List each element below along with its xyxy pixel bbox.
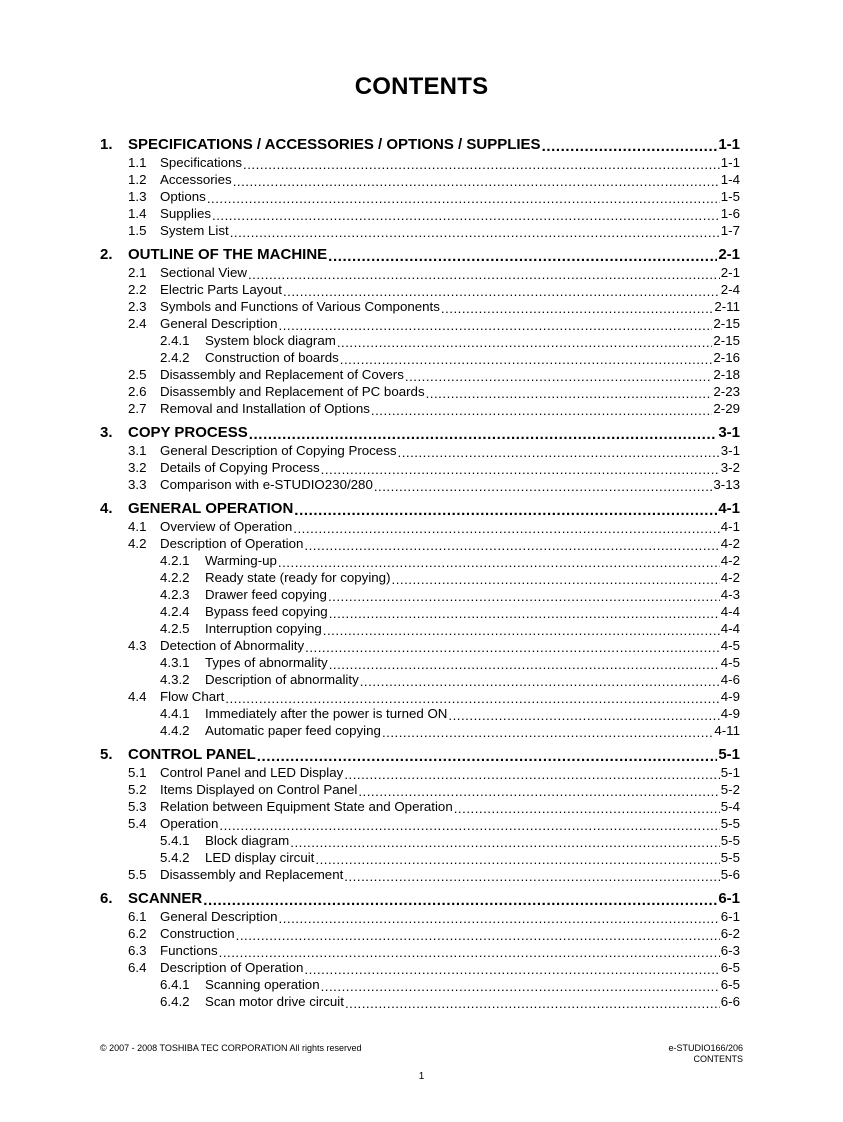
toc-page-number: 4-4	[720, 604, 740, 619]
toc-section-entry[interactable]	[100, 441, 740, 458]
toc-title: Interruption copying	[205, 621, 322, 636]
toc-number: 3.	[100, 424, 113, 441]
toc-leader-dots	[279, 911, 720, 924]
toc-section-entry[interactable]	[100, 475, 740, 492]
toc-page-number: 6-1	[720, 909, 740, 924]
toc-page-number: 4-3	[720, 587, 740, 602]
toc-section-entry[interactable]	[100, 517, 740, 534]
toc-section-entry[interactable]	[100, 636, 740, 653]
toc-number: 1.	[100, 136, 113, 153]
toc-leader-dots	[233, 174, 720, 187]
toc-title: SCANNER	[128, 890, 203, 907]
toc-section-entry[interactable]	[100, 780, 740, 797]
toc-title: Relation between Equipment State and Operation	[160, 799, 453, 814]
toc-section-entry[interactable]	[100, 170, 740, 187]
toc-section-entry[interactable]	[100, 534, 740, 551]
toc-leader-dots	[323, 623, 720, 636]
toc-number: 5.3	[128, 799, 147, 814]
toc-page-number: 2-16	[713, 350, 740, 365]
toc-number: 4.2.4	[160, 604, 190, 619]
toc-number: 4.2.3	[160, 587, 190, 602]
toc-leader-dots	[382, 725, 713, 738]
toc-title: Warming-up	[205, 553, 277, 568]
toc-page-number: 4-5	[720, 655, 740, 670]
toc-number: 2.6	[128, 384, 147, 399]
toc-section-entry[interactable]	[100, 797, 740, 814]
toc-page-number: 2-18	[713, 367, 740, 382]
toc-page-number: 2-1	[718, 246, 740, 263]
toc-leader-dots	[328, 248, 717, 263]
toc-leader-dots	[248, 267, 720, 280]
toc-title: Options	[160, 189, 206, 204]
toc-leader-dots	[257, 748, 718, 763]
toc-leader-dots	[278, 555, 720, 568]
toc-page-number: 6-1	[718, 890, 740, 907]
toc-section-entry[interactable]	[100, 958, 740, 975]
toc-page-number: 1-1	[718, 136, 740, 153]
toc-leader-dots	[283, 284, 720, 297]
toc-page-number: 5-5	[720, 850, 740, 865]
toc-number: 3.3	[128, 477, 147, 492]
page-number: 1	[418, 1071, 425, 1082]
toc-number: 1.3	[128, 189, 147, 204]
toc-section-entry[interactable]	[100, 814, 740, 831]
toc-leader-dots	[219, 818, 719, 831]
toc-subsection-entry[interactable]	[100, 568, 740, 585]
toc-leader-dots	[321, 979, 720, 992]
toc-leader-dots	[360, 674, 720, 687]
toc-title: Types of abnormality	[205, 655, 328, 670]
toc-title: Electric Parts Layout	[160, 282, 282, 297]
toc-page-number: 2-15	[713, 333, 740, 348]
toc-page-number: 1-7	[720, 223, 740, 238]
footer-doc-info	[668, 1043, 743, 1065]
toc-subsection-entry[interactable]	[100, 992, 740, 1009]
toc-subsection-entry[interactable]	[100, 704, 740, 721]
toc-leader-dots	[290, 835, 720, 848]
toc-number: 2.1	[128, 265, 147, 280]
toc-page-number: 6-5	[720, 960, 740, 975]
toc-leader-dots	[329, 657, 720, 670]
toc-number: 4.1	[128, 519, 147, 534]
toc-title: Description of Operation	[160, 536, 304, 551]
toc-title: Removal and Installation of Options	[160, 401, 370, 416]
toc-section-entry[interactable]	[100, 153, 740, 170]
toc-number: 6.2	[128, 926, 147, 941]
toc-section-entry[interactable]	[100, 314, 740, 331]
toc-title: General Description of Copying Process	[160, 443, 397, 458]
toc-leader-dots	[345, 996, 720, 1009]
toc-number: 5.	[100, 746, 113, 763]
toc-chapter-entry[interactable]	[100, 244, 740, 263]
toc-page-number: 5-4	[720, 799, 740, 814]
toc-chapter-entry[interactable]	[100, 498, 740, 517]
toc-title: Sectional View	[160, 265, 247, 280]
toc-subsection-entry[interactable]	[100, 653, 740, 670]
toc-chapter	[100, 244, 740, 416]
toc-title: GENERAL OPERATION	[128, 500, 294, 517]
toc-title: COPY PROCESS	[128, 424, 248, 441]
toc-leader-dots	[340, 352, 713, 365]
toc-subsection-entry[interactable]	[100, 331, 740, 348]
toc-number: 3.2	[128, 460, 147, 475]
toc-leader-dots	[243, 157, 720, 170]
toc-number: 2.3	[128, 299, 147, 314]
toc-number: 5.4.2	[160, 850, 190, 865]
toc-leader-dots	[315, 852, 719, 865]
toc-number: 5.4	[128, 816, 147, 831]
toc-chapter	[100, 498, 740, 738]
toc-page-number: 4-2	[720, 553, 740, 568]
toc-title: Ready state (ready for copying)	[205, 570, 391, 585]
toc-number: 4.3.1	[160, 655, 190, 670]
toc-title: LED display circuit	[205, 850, 315, 865]
toc-section-entry[interactable]	[100, 399, 740, 416]
toc-title: Symbols and Functions of Various Components	[160, 299, 440, 314]
toc-number: 4.2.2	[160, 570, 190, 585]
toc-number: 4.3	[128, 638, 147, 653]
toc-page-number: 5-2	[720, 782, 740, 797]
toc-section-entry[interactable]	[100, 365, 740, 382]
toc-leader-dots	[304, 962, 719, 975]
toc-leader-dots	[212, 208, 720, 221]
toc-title: Supplies	[160, 206, 212, 221]
toc-leader-dots	[329, 606, 720, 619]
toc-section-entry[interactable]	[100, 280, 740, 297]
toc-subsection-entry[interactable]	[100, 348, 740, 365]
toc-number: 2.	[100, 246, 113, 263]
toc-title: General Description	[160, 316, 278, 331]
footer-model: e-STUDIO166/206	[668, 1043, 743, 1053]
table-of-contents	[100, 134, 740, 1015]
toc-leader-dots	[371, 403, 712, 416]
toc-title: Scanning operation	[205, 977, 320, 992]
toc-page-number: 5-1	[718, 746, 740, 763]
toc-number: 2.4.2	[160, 350, 190, 365]
toc-leader-dots	[294, 502, 717, 517]
toc-section-entry[interactable]	[100, 941, 740, 958]
toc-leader-dots	[304, 538, 719, 551]
toc-chapter-entry[interactable]	[100, 134, 740, 153]
toc-page-number: 3-13	[713, 477, 740, 492]
toc-page-number: 5-6	[720, 867, 740, 882]
toc-number: 6.	[100, 890, 113, 907]
toc-page-number: 4-2	[720, 536, 740, 551]
toc-number: 6.4.2	[160, 994, 190, 1009]
toc-section-entry[interactable]	[100, 763, 740, 780]
toc-page-number: 6-3	[720, 943, 740, 958]
toc-chapter	[100, 134, 740, 238]
toc-section-entry[interactable]	[100, 204, 740, 221]
toc-number: 4.	[100, 500, 113, 517]
toc-number: 5.1	[128, 765, 147, 780]
toc-title: Description of abnormality	[205, 672, 359, 687]
toc-leader-dots	[405, 369, 712, 382]
toc-leader-dots	[279, 318, 713, 331]
toc-number: 4.2	[128, 536, 147, 551]
toc-chapter-entry[interactable]	[100, 422, 740, 441]
toc-page-number: 4-2	[720, 570, 740, 585]
toc-page-number: 5-5	[720, 816, 740, 831]
toc-subsection-entry[interactable]	[100, 848, 740, 865]
toc-chapter-entry[interactable]	[100, 888, 740, 907]
toc-number: 6.4	[128, 960, 147, 975]
toc-number: 2.7	[128, 401, 147, 416]
toc-page-number: 2-15	[713, 316, 740, 331]
toc-section-entry[interactable]	[100, 263, 740, 280]
toc-subsection-entry[interactable]	[100, 585, 740, 602]
toc-leader-dots	[358, 784, 719, 797]
toc-leader-dots	[328, 589, 720, 602]
toc-leader-dots	[454, 801, 720, 814]
toc-page-number: 2-29	[713, 401, 740, 416]
toc-number: 4.4	[128, 689, 147, 704]
toc-leader-dots	[542, 138, 718, 153]
toc-title: Operation	[160, 816, 219, 831]
toc-number: 4.2.5	[160, 621, 190, 636]
toc-leader-dots	[207, 191, 720, 204]
toc-section-entry[interactable]	[100, 382, 740, 399]
toc-title: General Description	[160, 909, 278, 924]
toc-title: System block diagram	[205, 333, 336, 348]
toc-chapter	[100, 744, 740, 882]
toc-page-number: 4-4	[720, 621, 740, 636]
toc-title: Bypass feed copying	[205, 604, 328, 619]
toc-page-number: 3-1	[720, 443, 740, 458]
toc-number: 1.5	[128, 223, 147, 238]
toc-page-number: 4-5	[720, 638, 740, 653]
toc-page-number: 5-5	[720, 833, 740, 848]
toc-page-number: 4-9	[720, 706, 740, 721]
toc-title: Construction of boards	[205, 350, 339, 365]
toc-page-number: 2-11	[714, 299, 740, 314]
toc-number: 1.2	[128, 172, 147, 187]
toc-number: 4.3.2	[160, 672, 190, 687]
toc-subsection-entry[interactable]	[100, 670, 740, 687]
toc-section-entry[interactable]	[100, 687, 740, 704]
toc-chapter	[100, 422, 740, 492]
toc-page-number: 2-1	[720, 265, 740, 280]
toc-number: 1.1	[128, 155, 147, 170]
toc-leader-dots	[344, 869, 719, 882]
toc-leader-dots	[293, 521, 719, 534]
toc-section-entry[interactable]	[100, 924, 740, 941]
toc-subsection-entry[interactable]	[100, 831, 740, 848]
toc-number: 2.5	[128, 367, 147, 382]
toc-subsection-entry[interactable]	[100, 619, 740, 636]
toc-title: Disassembly and Replacement	[160, 867, 344, 882]
toc-title: Overview of Operation	[160, 519, 293, 534]
toc-title: Flow Chart	[160, 689, 225, 704]
toc-number: 6.1	[128, 909, 147, 924]
toc-chapter	[100, 888, 740, 1009]
toc-leader-dots	[203, 892, 717, 907]
toc-page-number: 1-6	[720, 206, 740, 221]
toc-number: 6.3	[128, 943, 147, 958]
toc-subsection-entry[interactable]	[100, 721, 740, 738]
toc-title: Control Panel and LED Display	[160, 765, 344, 780]
toc-number: 1.4	[128, 206, 147, 221]
toc-title: Details of Copying Process	[160, 460, 320, 475]
toc-page-number: 2-4	[720, 282, 740, 297]
toc-page-number: 1-5	[720, 189, 740, 204]
toc-number: 2.4.1	[160, 333, 190, 348]
toc-leader-dots	[305, 640, 720, 653]
toc-page-number: 6-6	[720, 994, 740, 1009]
toc-leader-dots	[219, 945, 720, 958]
toc-title: SPECIFICATIONS / ACCESSORIES / OPTIONS / SUPPLIES	[128, 136, 541, 153]
toc-title: Comparison with e-STUDIO230/280	[160, 477, 373, 492]
toc-page-number: 1-1	[720, 155, 740, 170]
toc-title: Accessories	[160, 172, 232, 187]
toc-title: Block diagram	[205, 833, 290, 848]
toc-page-number: 4-1	[718, 500, 740, 517]
toc-chapter-entry[interactable]	[100, 744, 740, 763]
toc-page-number: 1-4	[720, 172, 740, 187]
toc-page-number: 4-11	[714, 723, 740, 738]
toc-leader-dots	[344, 767, 719, 780]
toc-leader-dots	[230, 225, 720, 238]
toc-number: 5.2	[128, 782, 147, 797]
toc-page-number: 5-1	[720, 765, 740, 780]
toc-title: Items Displayed on Control Panel	[160, 782, 358, 797]
toc-title: Immediately after the power is turned ON	[205, 706, 448, 721]
toc-number: 5.4.1	[160, 833, 190, 848]
toc-title: Disassembly and Replacement of Covers	[160, 367, 404, 382]
toc-title: Description of Operation	[160, 960, 304, 975]
toc-title: Functions	[160, 943, 218, 958]
toc-title: CONTROL PANEL	[128, 746, 256, 763]
toc-leader-dots	[225, 691, 719, 704]
toc-number: 3.1	[128, 443, 147, 458]
toc-number: 4.4.1	[160, 706, 190, 721]
toc-page-number: 6-5	[720, 977, 740, 992]
toc-leader-dots	[392, 572, 720, 585]
toc-leader-dots	[426, 386, 713, 399]
footer-copyright: © 2007 - 2008 TOSHIBA TEC CORPORATION All rights reserved	[100, 1043, 362, 1053]
toc-title: Specifications	[160, 155, 243, 170]
toc-number: 2.2	[128, 282, 147, 297]
toc-leader-dots	[236, 928, 720, 941]
toc-section-entry[interactable]	[100, 865, 740, 882]
toc-section-entry[interactable]	[100, 458, 740, 475]
toc-page-number: 4-1	[720, 519, 740, 534]
toc-leader-dots	[441, 301, 713, 314]
toc-title: System List	[160, 223, 229, 238]
toc-subsection-entry[interactable]	[100, 551, 740, 568]
toc-page-number: 3-2	[720, 460, 740, 475]
toc-number: 4.2.1	[160, 553, 190, 568]
toc-title: Drawer feed copying	[205, 587, 327, 602]
toc-subsection-entry[interactable]	[100, 602, 740, 619]
toc-section-entry[interactable]	[100, 907, 740, 924]
toc-page-number: 4-9	[720, 689, 740, 704]
toc-section-entry[interactable]	[100, 221, 740, 238]
page-title: CONTENTS	[354, 73, 489, 100]
toc-number: 6.4.1	[160, 977, 190, 992]
toc-subsection-entry[interactable]	[100, 975, 740, 992]
toc-leader-dots	[448, 708, 719, 721]
toc-leader-dots	[374, 479, 713, 492]
toc-title: OUTLINE OF THE MACHINE	[128, 246, 328, 263]
toc-title: Scan motor drive circuit	[205, 994, 344, 1009]
footer-section: CONTENTS	[693, 1054, 743, 1064]
toc-number: 2.4	[128, 316, 147, 331]
toc-page-number: 2-23	[713, 384, 740, 399]
toc-title: Automatic paper feed copying	[205, 723, 381, 738]
toc-title: Disassembly and Replacement of PC boards	[160, 384, 425, 399]
toc-section-entry[interactable]	[100, 187, 740, 204]
toc-page-number: 4-6	[720, 672, 740, 687]
toc-title: Construction	[160, 926, 235, 941]
toc-leader-dots	[249, 426, 718, 441]
toc-page-number: 3-1	[718, 424, 740, 441]
toc-number: 5.5	[128, 867, 147, 882]
toc-title: Detection of Abnormality	[160, 638, 305, 653]
toc-leader-dots	[321, 462, 720, 475]
toc-leader-dots	[337, 335, 713, 348]
toc-page-number: 6-2	[720, 926, 740, 941]
toc-section-entry[interactable]	[100, 297, 740, 314]
toc-leader-dots	[398, 445, 720, 458]
toc-number: 4.4.2	[160, 723, 190, 738]
